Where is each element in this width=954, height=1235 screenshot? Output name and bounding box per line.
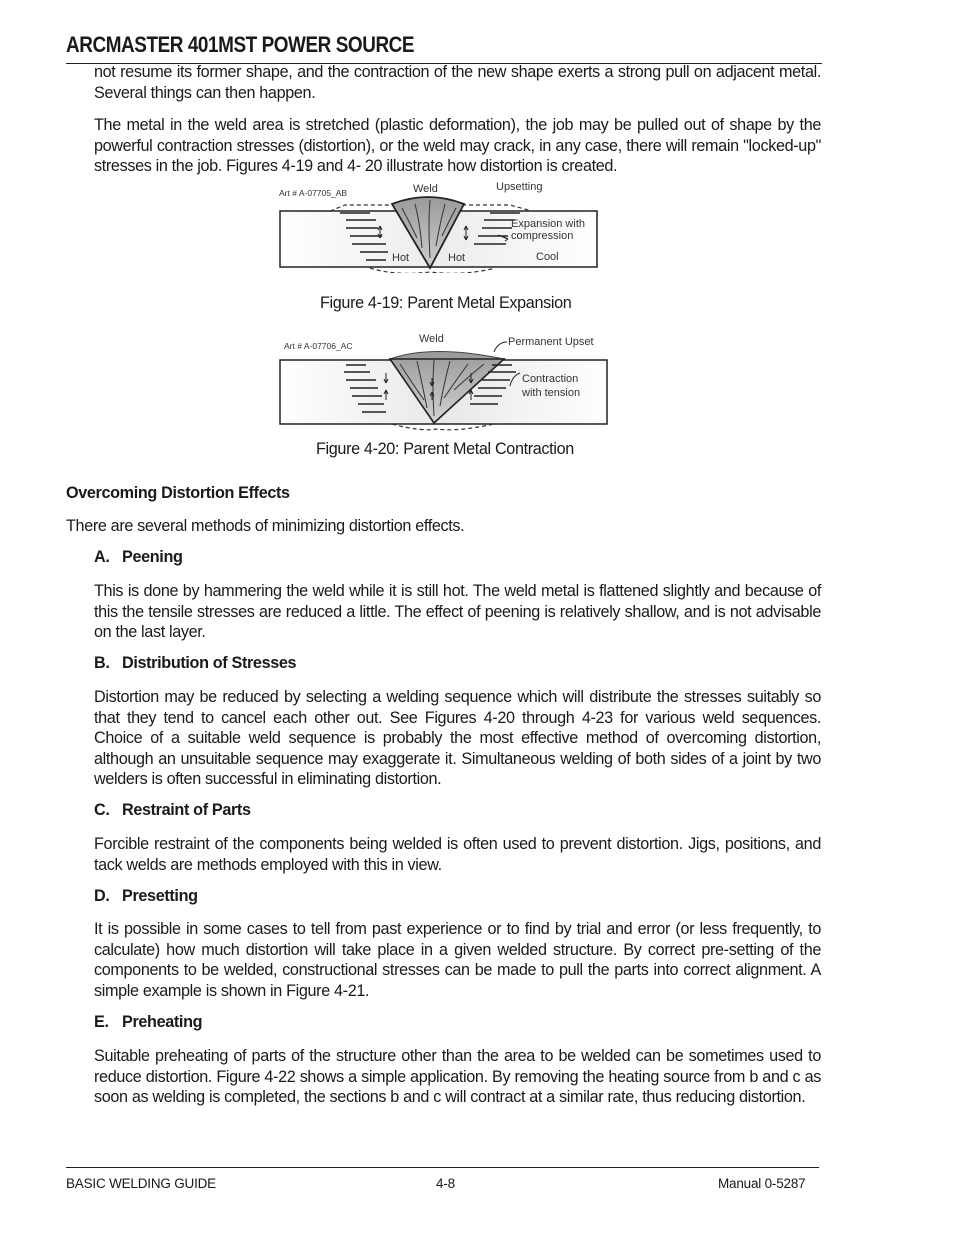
fig20-contraction-line2: with tension <box>522 387 581 399</box>
intro-paragraph-2: The metal in the weld area is stretched (plastic deformation), the job may be pulled out of shape by the powerful contraction stresses (distortion), or the weld may crack, in any case, there will remain "locked-up" stresses in the job. Figures 4-19 and 4- 20 illustrate how distortion is created. <box>94 116 821 175</box>
item-b-title: Distribution of Stresses <box>122 654 297 672</box>
intro-paragraph-1: not resume its former shape, and the contraction of the new shape exerts a strong pull on adjacent metal. Several things can then happen. <box>94 63 821 102</box>
fig19-cool: Cool <box>536 251 559 263</box>
item-a-letter: A. <box>94 548 110 566</box>
fig20-art-number: Art # A-07706_AC <box>284 341 353 351</box>
item-e-title: Preheating <box>122 1013 203 1031</box>
section-intro: There are several methods of minimizing distortion effects. <box>66 517 465 535</box>
fig19-weld-label: Weld <box>413 183 438 195</box>
item-c-heading <box>94 801 251 820</box>
section-title: Overcoming Distortion Effects <box>66 484 290 502</box>
item-e-text: Suitable preheating of parts of the structure other than the area to be welded can be sometimes used to reduce distortion. Figure 4-22 shows a simple application. By removing the heating source from b and c as soon as welding is completed, the sections b and c will contract at a similar rate, thus reducing distortion. <box>94 1047 821 1106</box>
fig20-contraction-line1: Contraction <box>522 373 579 385</box>
fig19-expansion-line2: compression <box>511 230 574 242</box>
page-title: ARCMASTER 401MST POWER SOURCE <box>66 32 415 57</box>
item-d-heading <box>94 887 198 906</box>
fig19-hot-left: Hot <box>392 252 410 264</box>
item-d-title: Presetting <box>122 887 198 905</box>
footer-page-number: 4-8 <box>436 1176 455 1191</box>
item-b-letter: B. <box>94 654 110 672</box>
footer-left: BASIC WELDING GUIDE <box>66 1176 216 1191</box>
footer-manual-number: Manual 0-5287 <box>718 1176 806 1191</box>
fig19-hot-right: Hot <box>448 252 466 264</box>
fig19-expansion-line1: Expansion with <box>511 218 585 230</box>
item-c-letter: C. <box>94 801 110 819</box>
item-c-title: Restraint of Parts <box>122 801 251 819</box>
figure-4-20-caption: Figure 4-20: Parent Metal Contraction <box>316 440 574 458</box>
fig19-art-number: Art # A-07705_AB <box>279 188 348 198</box>
item-c-text: Forcible restraint of the components being welded is often used to prevent distortion. Jigs, positions, and tack welds are methods employed with this in view. <box>94 835 821 874</box>
figure-4-19-diagram <box>270 178 615 273</box>
fig20-weld-label: Weld <box>419 333 444 345</box>
item-b-heading <box>94 654 296 673</box>
fig19-upsetting-label: Upsetting <box>496 181 543 193</box>
figure-4-20-diagram <box>272 328 617 438</box>
item-a-title: Peening <box>122 548 183 566</box>
item-a-text: This is done by hammering the weld while it is still hot. The weld metal is flattened slightly and because of this the tensile stresses are reduced a little. The effect of peening is relatively shallow, and is not advisable on the last layer. <box>94 582 821 641</box>
item-d-text: It is possible in some cases to tell from past experience or to find by trial and error (or less frequently, to calculate) how much distortion will take place in a given welded structure. By correct pre-setting of the components to be welded, constructional stresses can be made to pull the parts into correct alignment. A simple example is shown in Figure 4-21. <box>94 920 821 1000</box>
item-a-heading <box>94 548 183 567</box>
item-b-text: Distortion may be reduced by selecting a welding sequence which will distribute the stresses suitably so that they tend to cancel each other out. See Figures 4-20 through 4-23 for various weld sequences. Choice of a suitable weld sequence is probably the most effective method of overcoming distortion, although an unsuitable sequence may exaggerate it. Simultaneous welding of both sides of a joint by two welders is often successful in eliminating distortion. <box>94 688 821 788</box>
figure-4-19-caption: Figure 4-19: Parent Metal Expansion <box>320 294 572 312</box>
item-d-letter: D. <box>94 887 110 905</box>
fig20-permanent-upset-label: Permanent Upset <box>508 336 594 348</box>
item-e-letter: E. <box>94 1013 109 1031</box>
item-e-heading <box>94 1013 202 1032</box>
footer-divider <box>66 1167 819 1168</box>
